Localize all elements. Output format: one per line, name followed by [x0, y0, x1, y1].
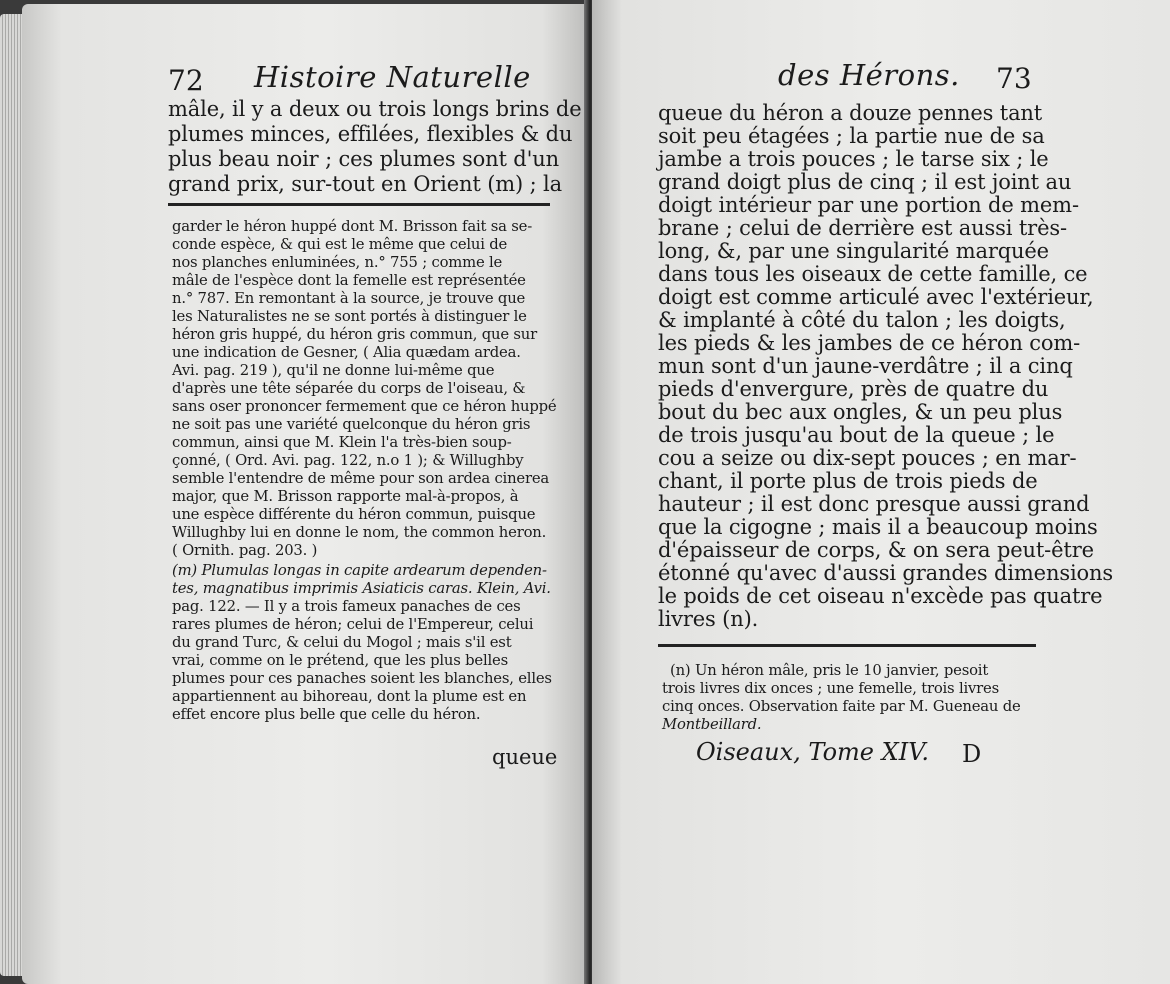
footnote-line: çonné, ( Ord. Avi. pag. 122, n.o 1 ); & Willughby	[172, 452, 524, 469]
body-line: plumes minces, effilées, flexibles & du	[168, 122, 573, 146]
footnote-line: (n) Un héron mâle, pris le 10 janvier, pesoit	[670, 662, 989, 679]
body-line: hauteur ; il est donc presque aussi grand	[658, 492, 1090, 516]
body-line: soit peu étagées ; la partie nue de sa	[658, 124, 1045, 148]
body-line: livres (n).	[658, 607, 759, 631]
body-line: cou a seize ou dix-sept pouces ; en mar-	[658, 446, 1077, 470]
footnote-line: plumes pour ces panaches soient les blanches, elles	[172, 670, 552, 687]
footnote-line: mâle de l'espèce dont la femelle est représentée	[172, 272, 526, 289]
body-line: le poids de cet oiseau n'excède pas quatre	[658, 584, 1103, 608]
footnote-line: n.° 787. En remontant à la source, je trouve que	[172, 290, 526, 307]
footnote-line: Avi. pag. 219 ), qu'il ne donne lui-même que	[172, 362, 495, 379]
body-line: étonné qu'avec d'aussi grandes dimensions	[658, 561, 1114, 585]
body-line: queue du héron a douze pennes tant	[658, 101, 1043, 125]
body-line: brane ; celui de derrière est aussi très-	[658, 216, 1067, 240]
body-line: mun sont d'un jaune-verdâtre ; il a cinq	[658, 354, 1073, 378]
page-edges	[0, 14, 24, 976]
footnote-line: ne soit pas une variété quelconque du héron gris	[172, 416, 531, 433]
footnote-line: conde espèce, & qui est le même que celui de	[172, 236, 508, 253]
footnote-line: effet encore plus belle que celle du héron.	[172, 706, 481, 723]
footnote-line: major, que M. Brisson rapporte mal-à-propos, à	[172, 488, 519, 505]
page-number: 73	[996, 62, 1032, 95]
footnote-line: garder le héron huppé dont M. Brisson fait sa se-	[172, 218, 533, 235]
running-head: Histoire Naturelle	[254, 60, 531, 94]
footnote-line: trois livres dix onces ; une femelle, trois livres	[662, 680, 1000, 697]
body-line: doigt intérieur par une portion de mem-	[658, 193, 1079, 217]
footnote-line: une espèce différente du héron commun, puisque	[172, 506, 536, 523]
body-line: bout du bec aux ongles, & un peu plus	[658, 400, 1063, 424]
page-number: 72	[168, 64, 204, 97]
footnote-line: une indication de Gesner, ( Alia quædam ardea.	[172, 344, 521, 361]
footnote-line: tes, magnatibus imprimis Asiaticis caras. Klein, Avi.	[172, 580, 551, 597]
body-line: pieds d'envergure, près de quatre du	[658, 377, 1049, 401]
body-line: chant, il porte plus de trois pieds de	[658, 469, 1038, 493]
body-line: jambe a trois pouces ; le tarse six ; le	[658, 147, 1049, 171]
signature-mark: D	[962, 740, 982, 768]
footnote-line: les Naturalistes ne se sont portés à distinguer le	[172, 308, 527, 325]
body-line: que la cigogne ; mais il a beaucoup moins	[658, 515, 1098, 539]
footnote-line: rares plumes de héron; celui de l'Empereur, celui	[172, 616, 534, 633]
left-page	[22, 4, 587, 984]
body-line: dans tous les oiseaux de cette famille, ce	[658, 262, 1088, 286]
signature-line: Oiseaux, Tome XIV.	[696, 738, 929, 766]
footnote-line: semble l'entendre de même pour son ardea cinerea	[172, 470, 550, 487]
running-head: des Hérons.	[778, 58, 960, 92]
body-line: doigt est comme articulé avec l'extérieur,	[658, 285, 1094, 309]
body-line: d'épaisseur de corps, & on sera peut-être	[658, 538, 1094, 562]
body-line: mâle, il y a deux ou trois longs brins de	[168, 97, 582, 121]
footnote-line: vrai, comme on le prétend, que les plus belles	[172, 652, 508, 669]
footnote-rule	[658, 644, 1036, 647]
footnote-line: pag. 122. — Il y a trois fameux panaches de ces	[172, 598, 521, 615]
footnote-line: appartiennent au bihoreau, dont la plume est en	[172, 688, 527, 705]
footnote-line: d'après une tête séparée du corps de l'oiseau, &	[172, 380, 526, 397]
footnote-line: Willughby lui en donne le nom, the common heron.	[172, 524, 547, 541]
footnote-line: nos planches enluminées, n.° 755 ; comme le	[172, 254, 503, 271]
right-page	[592, 0, 1170, 984]
body-line: de trois jusqu'au bout de la queue ; le	[658, 423, 1055, 447]
footnote-line: Montbeillard.	[662, 716, 762, 733]
footnote-rule	[168, 203, 550, 206]
body-line: long, &, par une singularité marquée	[658, 239, 1049, 263]
body-line: les pieds & les jambes de ce héron com-	[658, 331, 1081, 355]
footnote-line: du grand Turc, & celui du Mogol ; mais s'il est	[172, 634, 512, 651]
body-line: grand prix, sur-tout en Orient (m) ; la	[168, 172, 562, 196]
footnote-line: commun, ainsi que M. Klein l'a très-bien soup-	[172, 434, 512, 451]
footnote-line: cinq onces. Observation faite par M. Gueneau de	[662, 698, 1021, 715]
catchword: queue	[492, 745, 558, 769]
body-line: grand doigt plus de cinq ; il est joint au	[658, 170, 1072, 194]
footnote-line: héron gris huppé, du héron gris commun, que sur	[172, 326, 538, 343]
footnote-line: sans oser prononcer fermement que ce héron huppé	[172, 398, 557, 415]
footnote-line: ( Ornith. pag. 203. )	[172, 542, 318, 559]
footnote-line: (m) Plumulas longas in capite ardearum dependen-	[172, 562, 547, 579]
body-line: plus beau noir ; ces plumes sont d'un	[168, 147, 559, 171]
body-line: & implanté à côté du talon ; les doigts,	[658, 308, 1066, 332]
